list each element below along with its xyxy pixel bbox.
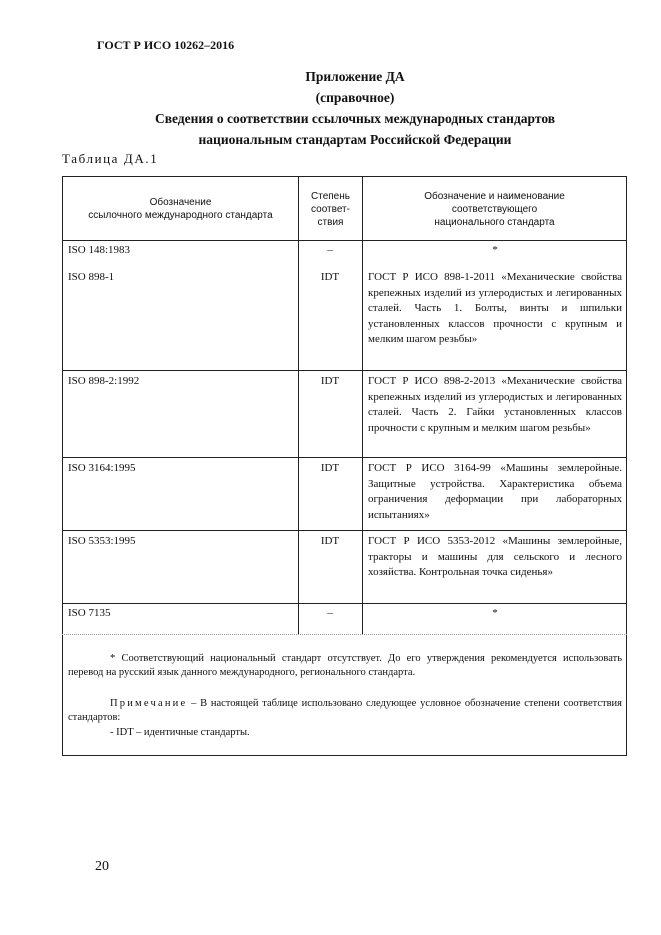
row-1-degree: – [327,244,333,256]
annex-heading-line-1: Сведения о соответствии ссылочных международных стандартов [154,111,556,126]
header-national-standard: Обозначение и наименование соответствующего национального стандарта [424,190,565,228]
document-code: ГОСТ Р ИСО 10262–2016 [97,38,235,52]
page-number: 20 [95,859,109,874]
row-6-degree: – [327,607,333,619]
row-1-international: ISO 148:1983 [68,244,131,256]
row-1-national: * [492,244,498,256]
annex-heading-line-2: национальным стандартам Российской Федерации [198,132,512,147]
row-5-degree: IDT [320,535,340,547]
row-2-international: ISO 898-1 [68,271,115,283]
note-item: - IDT – идентичные стандарты. [110,727,250,738]
row-3-international: ISO 898-2:1992 [68,375,140,387]
row-4-degree: IDT [320,462,340,474]
row-4-national: ГОСТ Р ИСО 3164-99 «Машины землеройные. Защитные устройства. Характеристика объема ограничения деформации при лабораторных испытаниях» [368,462,622,521]
row-5-national: ГОСТ Р ИСО 5353-2012 «Машины землеройные, тракторы и машины для сельского и лесного хозяйства. Контрольная точка сиденья» [368,535,622,578]
row-3-degree: IDT [320,375,340,387]
row-divider [62,370,627,371]
annex-subtitle: (справочное) [315,90,395,105]
row-5-international: ISO 5353:1995 [68,535,136,547]
row-divider [62,603,627,604]
row-2-degree: IDT [320,271,340,283]
row-6-national: * [492,607,498,619]
annex-title: Приложение ДА [305,69,405,84]
row-2-national: ГОСТ Р ИСО 898-1-2011 «Механические свойства крепежных изделий из углеродистых и легированных сталей. Часть 1. Болты, винты и шпильки установленных классов прочности с крупным и мелким шагом резьбы» [368,271,622,345]
row-6-international: ISO 7135 [68,607,111,619]
note-text: – В настоящей таблице использовано следующее условное обозначение степени соответствия стандартов: [68,698,622,723]
column-divider-1 [298,176,299,635]
header-degree: Степень соответ- ствия [311,190,350,228]
column-divider-2 [362,176,363,635]
row-divider [62,457,627,458]
table-caption: Таблица ДА.1 [62,151,159,166]
footnote: * Соответствующий национальный стандарт отсутствует. До его утверждения рекомендуется использовать перевод на русский язык данного международного, регионального стандарта. [68,653,622,678]
header-international-standard: Обозначение ссылочного международного стандарта [88,197,273,221]
row-3-national: ГОСТ Р ИСО 898-2-2013 «Механические свойства крепежных изделий из углеродистых и легированных сталей. Часть 2. Гайки установленных классов прочности с крупным и мелким шагом резьбы» [368,375,622,434]
row-4-international: ISO 3164:1995 [68,462,136,474]
note [68,697,622,725]
header-divider [62,240,627,241]
table-body-end [62,634,627,635]
row-divider [62,530,627,531]
note-label: Примечание [110,698,188,709]
